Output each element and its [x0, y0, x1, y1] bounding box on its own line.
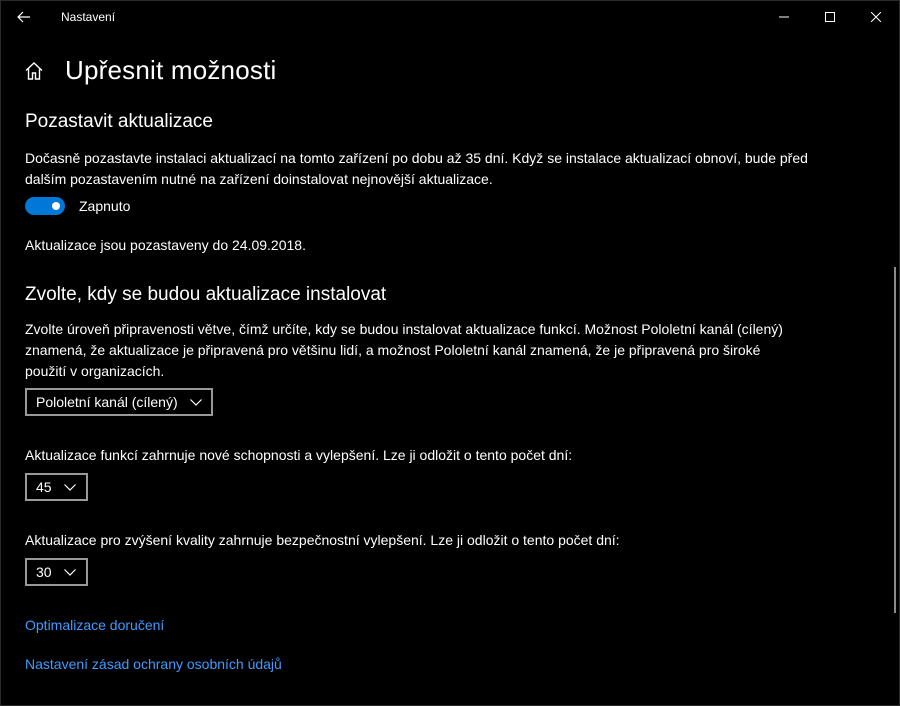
back-button[interactable]: [1, 1, 47, 33]
pause-toggle-label: Zapnuto: [79, 198, 131, 214]
home-icon: [24, 61, 44, 81]
pause-toggle-row: [25, 197, 130, 215]
close-button[interactable]: [853, 1, 899, 33]
delivery-optimization-link[interactable]: Optimalizace doručení: [25, 617, 165, 633]
schedule-description: Zvolte úroveň připravenosti větve, čímž určíte, kdy se budou instalovat aktualizace funkcí. Možnost Pololetní kanál (cílený) znamená, že aktualizace je připravená pro většinu lidí, a možnost Pololetní kanál znamená, že je připravená pro široké použití v organizacích.: [25, 321, 783, 379]
minimize-button[interactable]: [761, 1, 807, 33]
scrollbar[interactable]: [894, 267, 896, 613]
schedule-heading: Zvolte, kdy se budou aktualizace instalovat: [25, 284, 387, 305]
pause-status: Aktualizace jsou pozastaveny do 24.09.2018.: [25, 237, 306, 253]
page-title: Upřesnit možnosti: [65, 55, 277, 85]
minimize-icon: [779, 12, 789, 22]
pause-toggle[interactable]: [25, 197, 65, 215]
branch-select[interactable]: [25, 388, 213, 416]
toggle-knob: [52, 202, 60, 210]
chevron-down-icon: [64, 484, 76, 491]
chevron-down-icon: [64, 569, 76, 576]
pause-description: Dočasně pozastavte instalaci aktualizací na tomto zařízení po dobu až 35 dní. Když se instalace aktualizací obnoví, bude před dalším pozastavením nutné na zařízení doinstalovat nejnovější aktualizace.: [25, 150, 808, 187]
quality-days-value: 30: [36, 564, 52, 580]
pause-heading: Pozastavit aktualizace: [25, 111, 213, 132]
feature-days-select[interactable]: [25, 473, 88, 501]
title-bar: [1, 1, 899, 33]
maximize-icon: [825, 12, 835, 22]
back-arrow-icon: [17, 11, 31, 23]
branch-select-value: Pololetní kanál (cílený): [36, 394, 178, 410]
window-title: Nastavení: [61, 10, 116, 24]
page-header: [23, 55, 276, 86]
home-button[interactable]: [23, 60, 45, 82]
maximize-button[interactable]: [807, 1, 853, 33]
privacy-settings-link[interactable]: Nastavení zásad ochrany osobních údajů: [25, 656, 282, 672]
feature-update-label: Aktualizace funkcí zahrnuje nové schopnosti a vylepšení. Lze ji odložit o tento počet dní:: [25, 447, 573, 463]
feature-days-value: 45: [36, 479, 52, 495]
quality-update-label: Aktualizace pro zvýšení kvality zahrnuje bezpečnostní vylepšení. Lze ji odložit o tento počet dní:: [25, 532, 620, 548]
close-icon: [871, 12, 881, 22]
chevron-down-icon: [190, 399, 202, 406]
quality-days-select[interactable]: [25, 558, 88, 586]
